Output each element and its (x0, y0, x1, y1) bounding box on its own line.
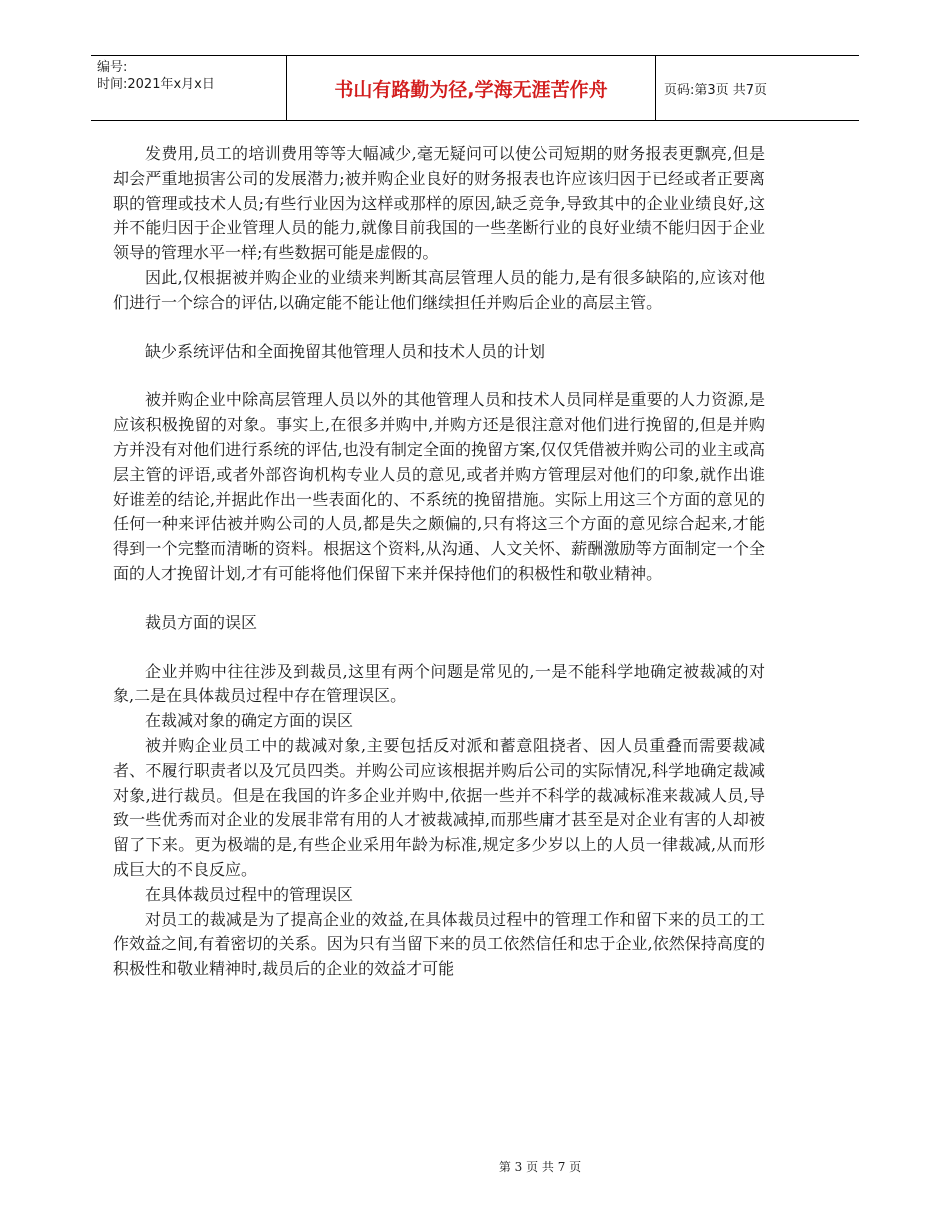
document-body (113, 142, 765, 982)
paragraph: 因此,仅根据被并购企业的业绩来判断其高层管理人员的能力,是有很多缺陷的,应该对他们进行一个综合的评估,以确定能不能让他们继续担任并购后企业的高层主管。 (113, 267, 765, 312)
section-heading: 缺少系统评估和全面挽留其他管理人员和技术人员的计划 (145, 341, 546, 361)
paragraph: 对员工的裁减是为了提高企业的效益,在具体裁员过程中的管理工作和留下来的员工的工作效益之间,有着密切的关系。因为只有当留下来的员工依然信任和忠于企业,依然保持高度的积极性和敬业精神时,裁员后的企业的效益才可能 (113, 909, 765, 979)
page-footer: 第 3 页 共 7 页 (498, 1160, 582, 1174)
paragraph: 企业并购中往往涉及到裁员,这里有两个问题是常见的,一是不能科学地确定被裁减的对象,二是在具体裁员过程中存在管理误区。 (113, 661, 765, 706)
subsection-heading: 在裁减对象的确定方面的误区 (145, 711, 354, 731)
paragraph: 被并购企业中除高层管理人员以外的其他管理人员和技术人员同样是重要的人力资源,是应该积极挽留的对象。事实上,在很多并购中,并购方还是很注意对他们进行挽留的,但是并购方并没有对他们进行系统的评估,也没有制定全面的挽留方案,仅仅凭借被并购公司的业主或高层主管的评语,或者外部咨询机构专业人员的意见,或者并购方管理层对他们的印象,就作出谁好谁差的结论,并据此作出一些表面化的、不系统的挽留措施。实际上用这三个方面的意见的任何一种来评估被并购公司的人员,都是失之颇偏的,只有将这三个方面的意见综合起来,才能得到一个完整而清晰的资料。根据这个资料,从沟通、人文关怀、薪酬激励等方面制定一个全面的人才挽留计划,才有可能将他们保留下来并保持他们的积极性和敬业精神。 (113, 390, 765, 583)
page-header (91, 55, 859, 121)
header-meta (91, 56, 286, 120)
header-page-info: 页码:第3页 共7页 (664, 82, 768, 98)
header-number-label: 编号: (97, 60, 128, 75)
paragraph: 被并购企业员工中的裁减对象,主要包括反对派和蓄意阻挠者、因人员重叠而需要裁减者、不履行职责者以及冗员四类。并购公司应该根据并购后公司的实际情况,科学地确定裁减对象,进行裁员。但是在我国的许多企业并购中,依据一些并不科学的裁减标准来裁减人员,导致一些优秀而对企业的发展非常有用的人才被裁减掉,而那些庸才甚至是对企业有害的人却被留了下来。更为极端的是,有些企业采用年龄为标准,规定多少岁以上的人员一律裁减,从而形成巨大的不良反应。 (113, 735, 765, 879)
header-motto: 书山有路勤为径,学海无涯苦作舟 (286, 56, 656, 120)
header-date-label: 时间:2021年x月x日 (97, 77, 215, 92)
subsection-heading: 在具体裁员过程中的管理误区 (145, 884, 354, 904)
paragraph: 发费用,员工的培训费用等等大幅减少,毫无疑问可以使公司短期的财务报表更飘亮,但是却会严重地损害公司的发展潜力;被并购企业良好的财务报表也许应该归因于已经或者正要离职的管理或技术人员;有些行业因为这样或那样的原因,缺乏竞争,导致其中的企业业绩良好,这并不能归因于企业管理人员的能力,就像目前我国的一些垄断行业的良好业绩不能归因于企业领导的管理水平一样;有些数据可能是虚假的。 (113, 144, 765, 263)
section-heading: 裁员方面的误区 (145, 612, 258, 632)
